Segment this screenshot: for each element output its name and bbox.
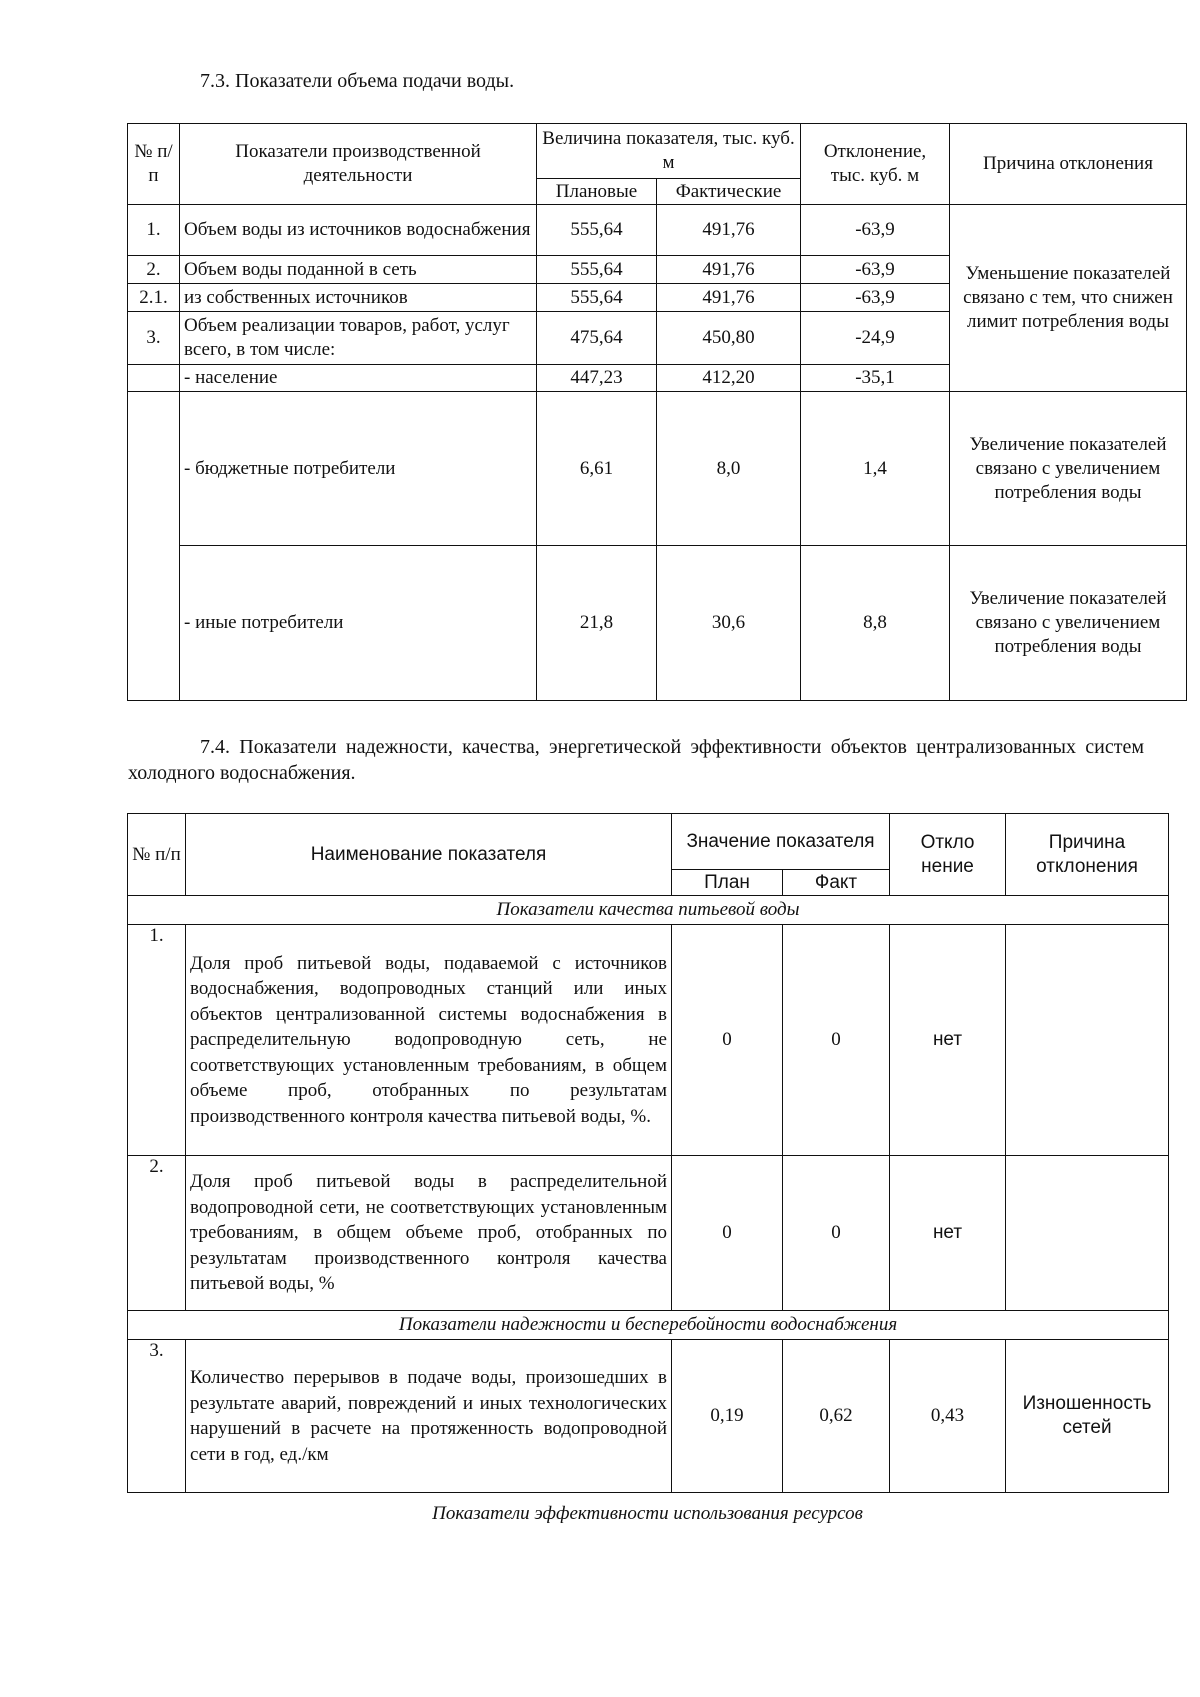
header-reason: Причина отклонения xyxy=(1006,814,1169,896)
header-fact: Фактические xyxy=(657,179,801,205)
header-name: Наименование показателя xyxy=(186,814,672,896)
header-num: № п/п xyxy=(128,124,180,205)
section-7-3-title: 7.3. Показатели объема подачи воды. xyxy=(200,70,515,92)
header-deviation: Отклонение, тыс. куб. м xyxy=(801,124,950,205)
reliability-quality-table xyxy=(127,813,1169,1493)
header-plan: Плановые xyxy=(537,179,657,205)
header-deviation: Откло нение xyxy=(890,814,1006,896)
table-row: - бюджетные потребители 6,61 8,0 1,4 Увеличение показателей связано с увеличением потребления воды xyxy=(128,392,1187,546)
header-num: № п/п xyxy=(128,814,186,896)
section-footer-caption: Показатели эффективности использования ресурсов xyxy=(432,1503,863,1524)
water-supply-volume-table xyxy=(127,123,1187,701)
group-reliability: Показатели надежности и бесперебойности водоснабжения xyxy=(128,1311,1169,1340)
table-row: 3. Объем реализации товаров, работ, услуг всего, в том числе: 475,64 450,80 -24,9 xyxy=(128,312,1187,365)
section-7-4-title: 7.4. Показатели надежности, качества, энергетической эффективности объектов централизованных систем холодного водоснабжения. xyxy=(128,736,1144,784)
header-reason: Причина отклонения xyxy=(950,124,1187,205)
reason-increase-other: Увеличение показателей связано с увеличением потребления воды xyxy=(950,546,1187,701)
group-quality: Показатели качества питьевой воды xyxy=(128,896,1169,925)
header-fact: Факт xyxy=(783,870,890,896)
reason-increase-budget: Увеличение показателей связано с увеличением потребления воды xyxy=(950,392,1187,546)
table-row: 1. Объем воды из источников водоснабжения 555,64 491,76 -63,9 Уменьшение показателей связано с тем, что снижен лимит потребления воды xyxy=(128,205,1187,256)
table-row: 2.1. из собственных источников 555,64 491,76 -63,9 xyxy=(128,284,1187,312)
table-row: - население 447,23 412,20 -35,1 xyxy=(128,365,1187,392)
header-value-group: Величина показателя, тыс. куб. м xyxy=(537,124,801,179)
table-row: 2. Доля проб питьевой воды в распределительной водопроводной сети, не соответствующих установленным требованиям, в общем объеме проб, отобранных по результатам производственного контроля качества питьевой воды, % 0 0 нет xyxy=(128,1156,1169,1311)
table-row: - иные потребители 21,8 30,6 8,8 Увеличение показателей связано с увеличением потребления воды xyxy=(128,546,1187,701)
header-plan: План xyxy=(672,870,783,896)
header-value-group: Значение показателя xyxy=(672,814,890,870)
table-row: 1. Доля проб питьевой воды, подаваемой с источников водоснабжения, водопроводных станций или иных объектов централизованной системы водоснабжения в распределительную водопроводную сеть, не соответствующих установленным требованиям, в общем объеме проб, отобранных по результатам производственного контроля качества питьевой воды, %. 0 0 нет xyxy=(128,925,1169,1156)
table-row: 3. Количество перерывов в подаче воды, произошедших в результате аварий, повреждений и иных технологических нарушений в расчете на протяженность водопроводной сети в год, ед./км 0,19 0,62 0,43 Изношенность сетей xyxy=(128,1340,1169,1493)
header-indicator: Показатели производственной деятельности xyxy=(180,124,537,205)
table-row: 2. Объем воды поданной в сеть 555,64 491,76 -63,9 xyxy=(128,256,1187,284)
reason-decrease: Уменьшение показателей связано с тем, что снижен лимит потребления воды xyxy=(950,205,1187,392)
